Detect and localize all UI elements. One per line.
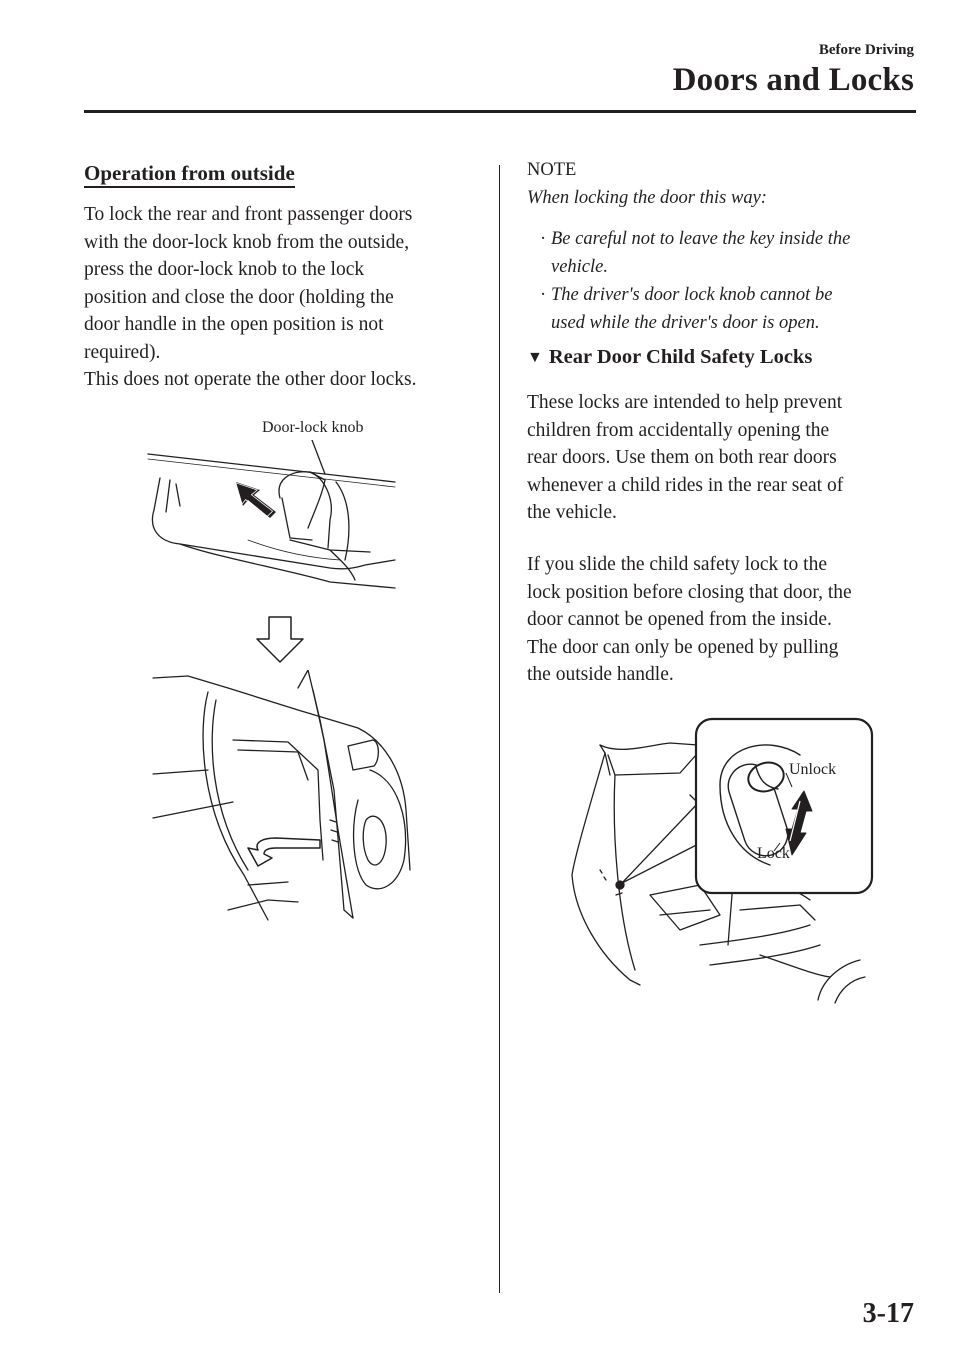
- subheading-operation-from-outside: Operation from outside: [84, 160, 295, 188]
- text-line: whenever a child rides in the rear seat of: [527, 474, 844, 496]
- header-rule: [84, 110, 916, 113]
- note-list: [540, 225, 920, 337]
- text-line: lock position before closing that door, the: [527, 581, 852, 603]
- triangle-marker-icon: ▼: [527, 349, 543, 366]
- section-title: Rear Door Child Safety Locks: [548, 346, 813, 368]
- text-line: door cannot be opened from the inside.: [527, 609, 832, 630]
- text-line: the vehicle.: [527, 502, 617, 523]
- note-title: NOTE: [527, 160, 577, 180]
- note-intro: When locking the door this way:: [527, 188, 767, 208]
- left-paragraph: [84, 201, 484, 394]
- text-line: The driver's door lock knob cannot be: [551, 285, 833, 305]
- child-lock-paragraph-1: [527, 389, 917, 527]
- header-chapter-title: Doors and Locks: [672, 62, 914, 98]
- bullet: ·: [540, 285, 547, 305]
- child-lock-paragraph-2: [527, 551, 917, 689]
- page-number: 3-17: [862, 1298, 914, 1329]
- door-lock-knob-illustration: [140, 440, 410, 610]
- child-safety-lock-illustration: [560, 715, 880, 1005]
- text-line: To lock the rear and front passenger doors: [84, 204, 413, 225]
- bullet: ·: [540, 229, 547, 249]
- text-line: These locks are intended to help prevent: [527, 392, 843, 413]
- text-line: This does not operate the other door locks.: [84, 369, 417, 390]
- figure-label-unlock: Unlock: [789, 761, 837, 778]
- text-line: position and close the door (holding the: [84, 286, 394, 308]
- down-arrow-icon: [255, 615, 305, 665]
- text-line: used while the driver's door is open.: [551, 313, 820, 333]
- text-line: with the door-lock knob from the outside,: [84, 231, 410, 253]
- text-line: children from accidentally opening the: [527, 419, 830, 441]
- open-door-illustration: [148, 670, 413, 925]
- note-item: [540, 225, 920, 281]
- text-line: If you slide the child safety lock to the: [527, 554, 828, 575]
- text-line: the outside handle.: [527, 664, 674, 685]
- text-line: vehicle.: [551, 257, 608, 277]
- note-item: [540, 281, 920, 337]
- text-line: The door can only be opened by pulling: [527, 636, 839, 658]
- text-line: door handle in the open position is not: [84, 314, 384, 335]
- text-line: rear doors. Use them on both rear doors: [527, 447, 837, 468]
- figure-label-door-lock-knob: Door-lock knob: [262, 419, 364, 436]
- section-heading-child-safety-locks: [527, 346, 812, 369]
- column-divider: [499, 165, 500, 1293]
- figure-label-lock: Lock: [757, 845, 790, 862]
- text-line: press the door-lock knob to the lock: [84, 259, 365, 280]
- header-section-title: Before Driving: [818, 42, 914, 58]
- text-line: required).: [84, 341, 161, 363]
- text-line: Be careful not to leave the key inside the: [551, 229, 851, 249]
